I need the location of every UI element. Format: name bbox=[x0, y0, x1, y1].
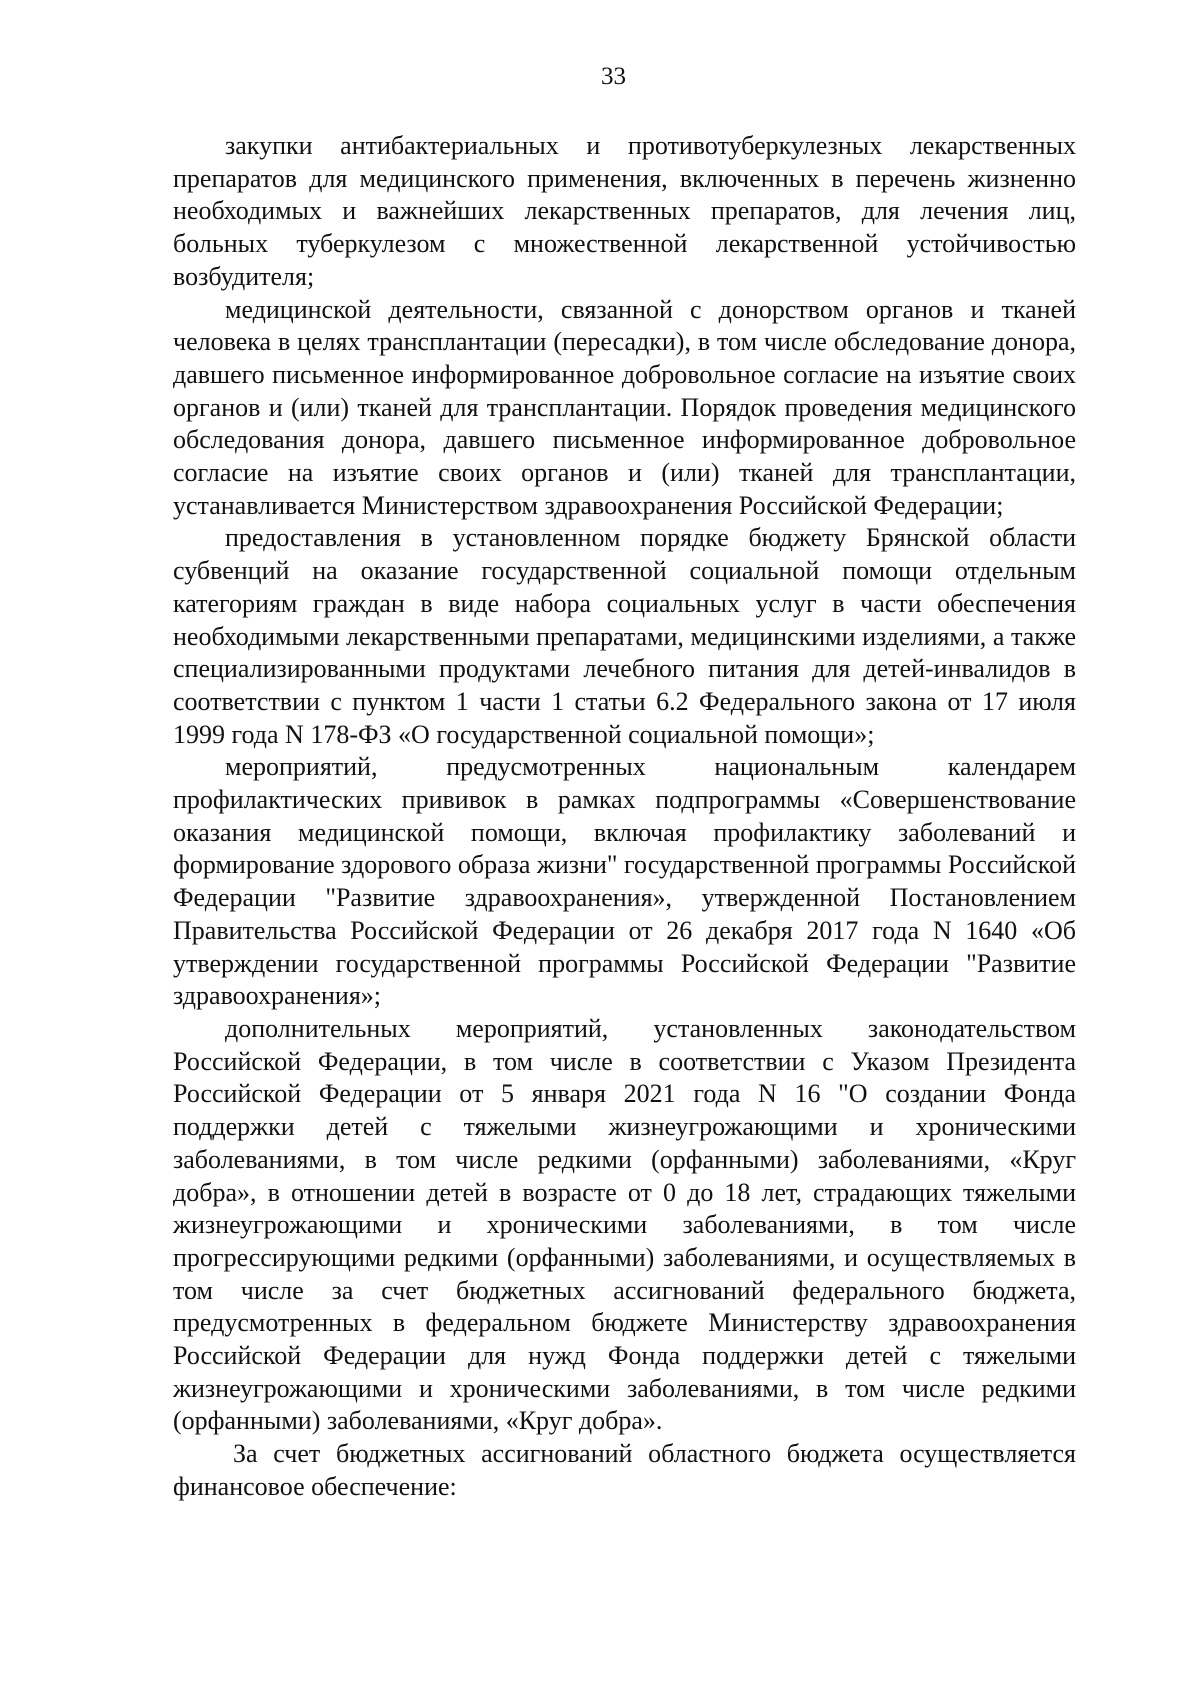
paragraph-krug-dobra-fund: дополнительных мероприятий, установленных законодательством Российской Федерации, в том числе в соответствии с Указом Президента Российской Федерации от 5 января 2021 года N 16 "О создании Фонда поддержки детей с тяжелыми жизнеугрожающими и хроническими заболеваниями, в том числе редкими (орфанными) заболеваниями, «Круг добра», в отношении детей в возрасте от 0 до 18 лет, страдающих тяжелыми жизнеугрожающими и хроническими заболеваниями, в том числе прогрессирующими редкими (орфанными) заболеваниями, и осуществляемых в том числе за счет бюджетных ассигнований федерального бюджета, предусмотренных в федеральном бюджете Министерству здравоохранения Российской Федерации для нужд Фонда поддержки детей с тяжелыми жизнеугрожающими и хроническими заболеваниями, в том числе редкими (орфанными) заболеваниями, «Круг добра». bbox=[173, 1013, 1076, 1436]
paragraph-organ-donation: медицинской деятельности, связанной с донорством органов и тканей человека в целях трансплантации (пересадки), в том числе обследование донора, давшего письменное информированное добровольное согласие на изъятие своих органов и (или) тканей для трансплантации. Порядок проведения медицинского обследования донора, давшего письменное информированное добровольное согласие на изъятие своих органов и (или) тканей для трансплантации, устанавливается Министерством здравоохранения Российской Федерации; bbox=[173, 294, 1076, 520]
paragraph-tuberculosis-drugs: закупки антибактериальных и противотуберкулезных лекарственных препаратов для медицинского применения, включенных в перечень жизненно необходимых и важнейших лекарственных препаратов, для лечения лиц, больных туберкулезом с множественной лекарственной устойчивостью возбудителя; bbox=[173, 131, 1076, 291]
paragraph-vaccination-calendar: мероприятий, предусмотренных национальным календарем профилактических прививок в рамках подпрограммы «Совершенствование оказания медицинской помощи, включая профилактику заболеваний и формирование здорового образа жизни" государственной программы Российской Федерации "Развитие здравоохранения», утвержденной Постановлением Правительства Российской Федерации от 26 декабря 2017 года N 1640 «Об утверждении государственной программы Российской Федерации "Развитие здравоохранения»; bbox=[173, 752, 1076, 1011]
paragraph-regional-budget: За счет бюджетных ассигнований областного бюджета осуществляется финансовое обеспечение: bbox=[173, 1439, 1076, 1501]
document-body bbox=[173, 130, 1076, 1504]
paragraph-bryansk-subventions: предоставления в установленном порядке бюджету Брянской области субвенций на оказание государственной социальной помощи отдельным категориям граждан в виде набора социальных услуг в части обеспечения необходимыми лекарственными препаратами, медицинскими изделиями, а также специализированными продуктами лечебного питания для детей-инвалидов в соответствии с пунктом 1 части 1 статьи 6.2 Федерального закона от 17 июля 1999 года N 178-ФЗ «О государственной социальной помощи»; bbox=[173, 523, 1076, 749]
page-number: 33 bbox=[601, 63, 626, 90]
